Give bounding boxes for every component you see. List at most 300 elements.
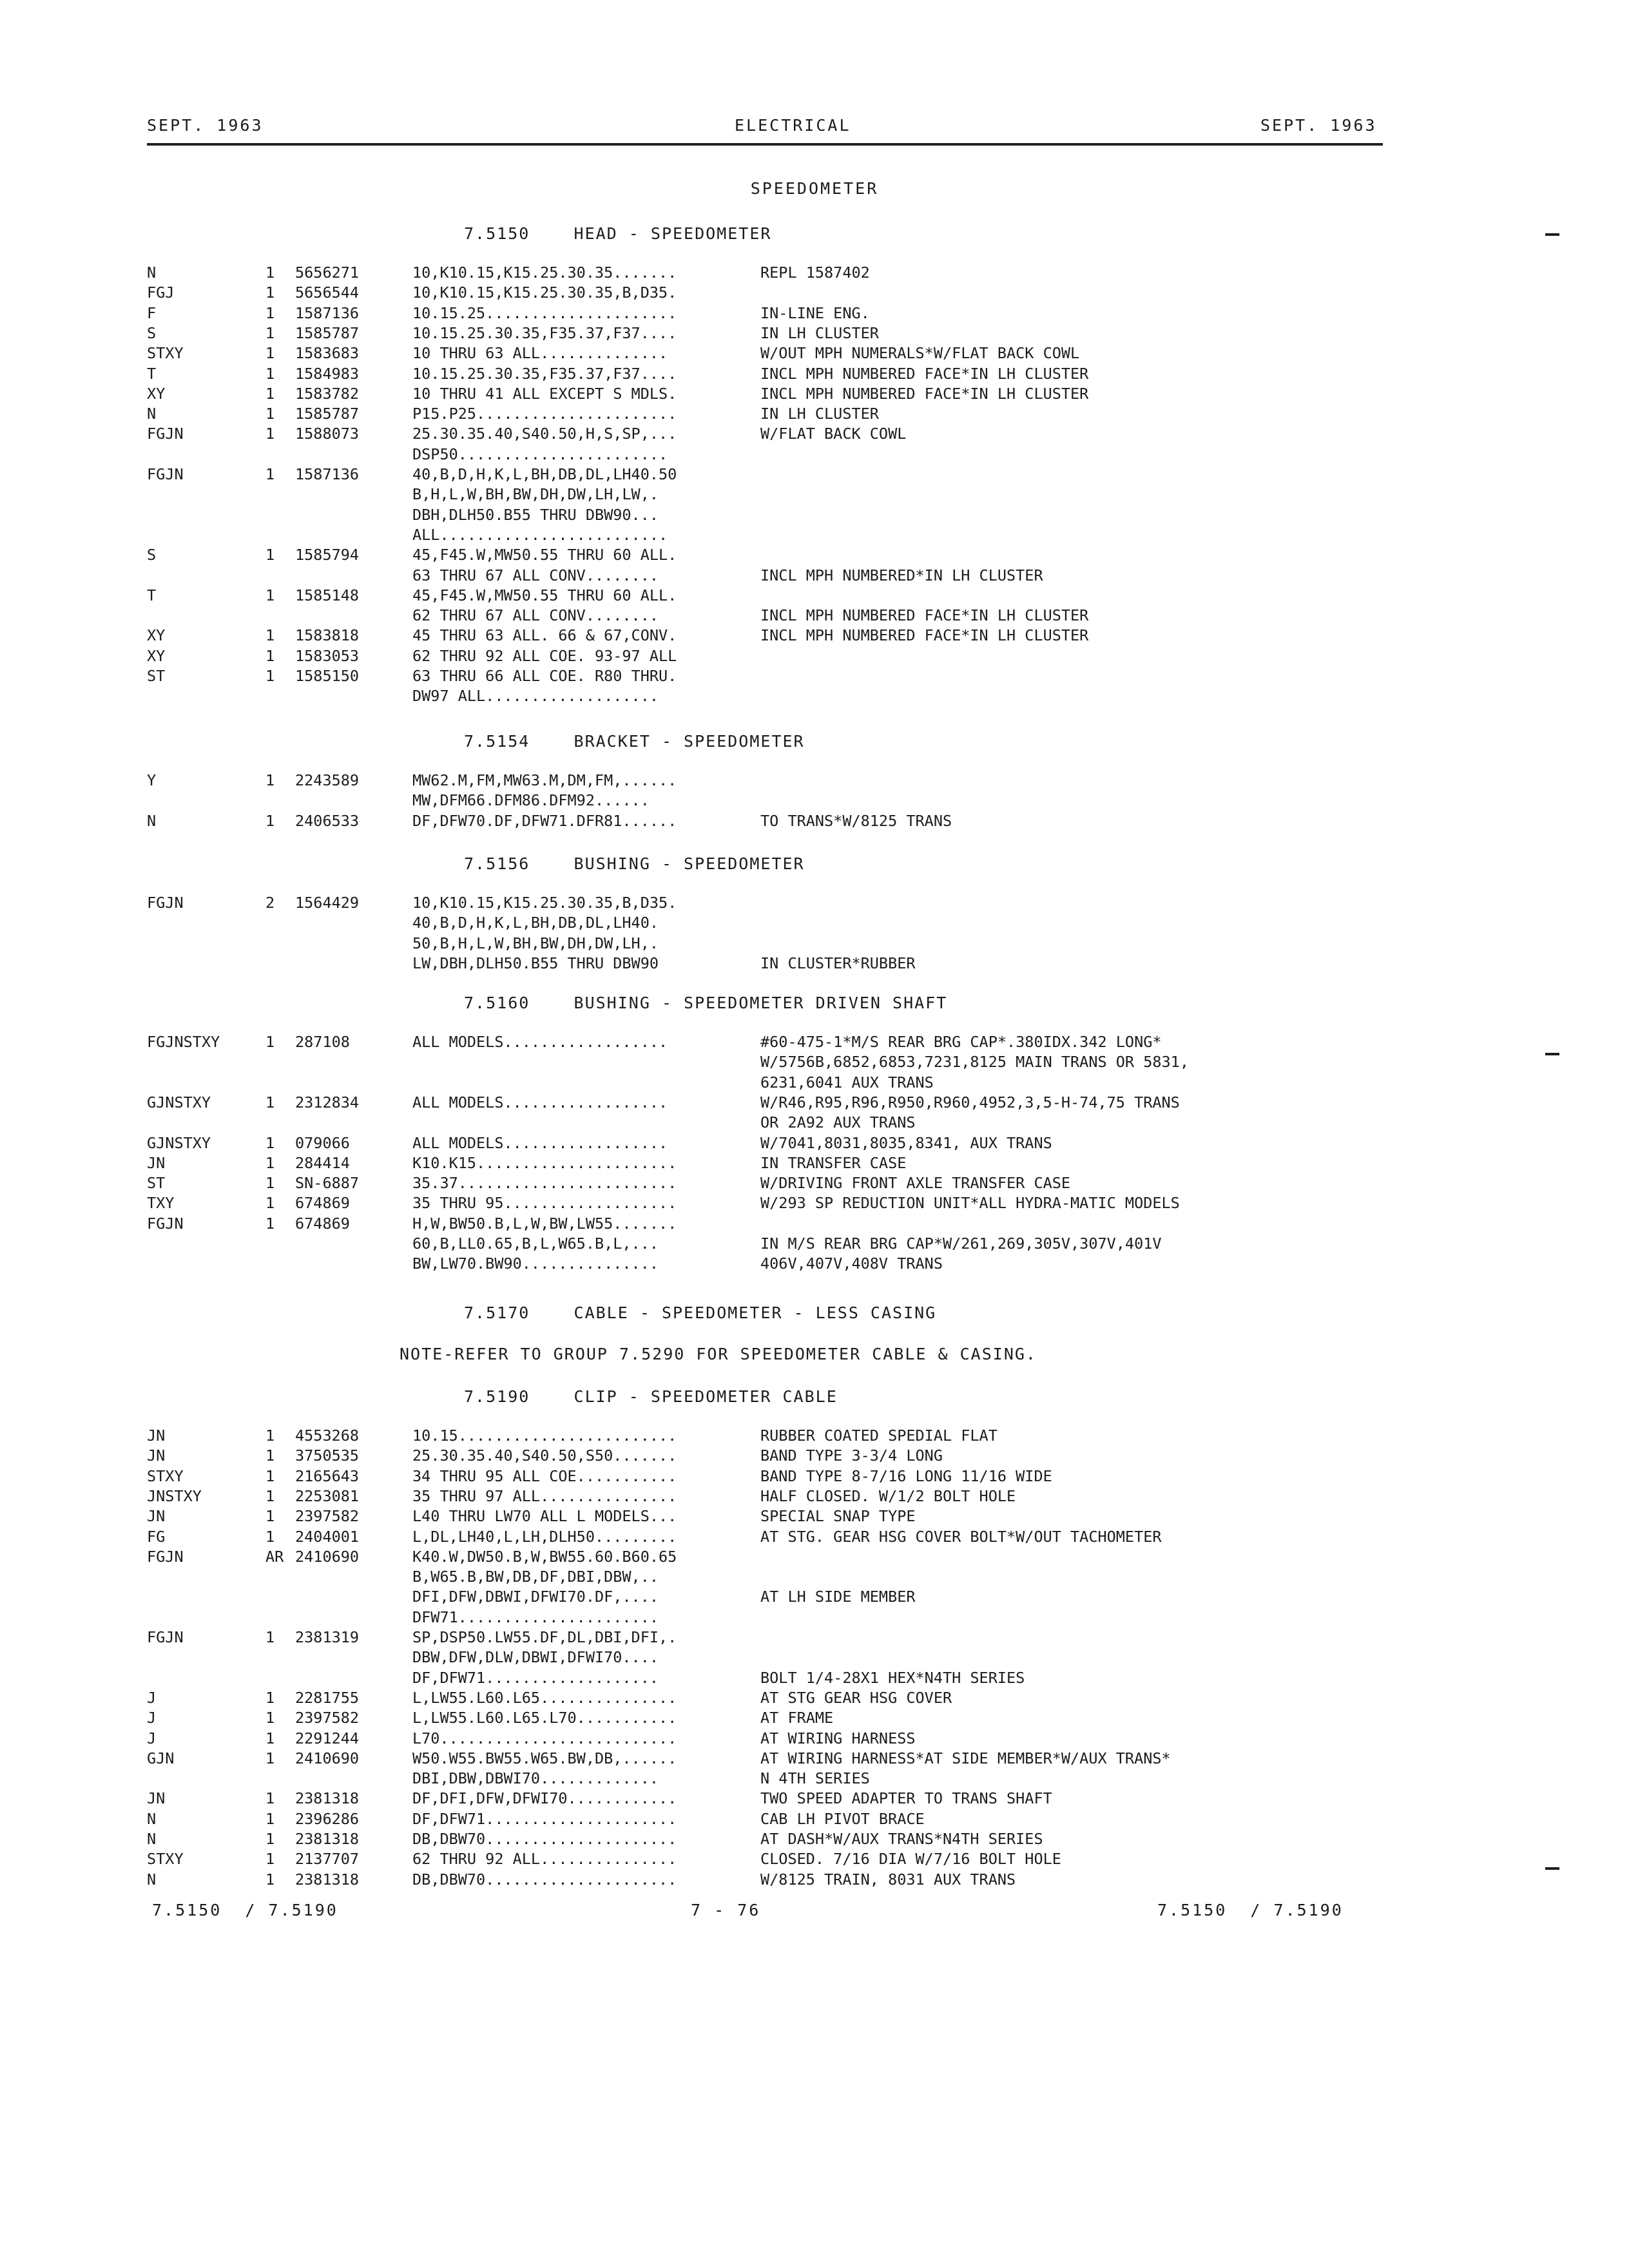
cell-qty: 1 [265, 1628, 275, 1646]
cell-desc: 40,B,D,H,K,L,BH,DB,DL,LH40. [412, 914, 659, 932]
table-row [0, 1153, 1629, 1173]
cell-note: W/OUT MPH NUMERALS*W/FLAT BACK COWL [760, 344, 1080, 363]
table-row [0, 1729, 1629, 1749]
cell-qty: 1 [265, 1093, 275, 1111]
cell-codes: N [147, 1830, 157, 1848]
cell-note: 406V,407V,408V TRANS [760, 1254, 943, 1273]
table-row [0, 1466, 1629, 1486]
table-row [0, 1234, 1629, 1254]
cell-part: 674869 [295, 1214, 350, 1233]
cell-note: #60-475-1*M/S REAR BRG CAP*.380IDX.342 LONG* [760, 1033, 1162, 1051]
cell-codes: TXY [147, 1194, 175, 1213]
table-row [0, 404, 1629, 424]
cell-qty: 1 [265, 1850, 275, 1869]
cell-note: INCL MPH NUMBERED FACE*IN LH CLUSTER [760, 384, 1089, 403]
cell-codes: STXY [147, 1466, 184, 1485]
cell-desc: 10 THRU 63 ALL.............. [412, 344, 668, 363]
table-row [0, 646, 1629, 666]
cell-desc: 10,K10.15,K15.25.30.35,B,D35. [412, 284, 677, 302]
cell-codes: XY [147, 646, 166, 665]
cell-part: 2406533 [295, 811, 360, 830]
table-row [0, 1547, 1629, 1567]
cell-qty: 2 [265, 894, 275, 912]
cell-desc: 35 THRU 95................... [412, 1194, 677, 1213]
cell-desc: MW,DFM66.DFM86.DFM92...... [412, 791, 650, 810]
cell-note: BAND TYPE 8-7/16 LONG 11/16 WIDE [760, 1466, 1052, 1485]
cell-desc: 45,F45.W,MW50.55 THRU 60 ALL. [412, 546, 677, 564]
cell-qty: 1 [265, 323, 275, 342]
section-heading [464, 732, 805, 751]
cell-qty: 1 [265, 1214, 275, 1233]
cell-part: 1583053 [295, 646, 360, 665]
cell-note: AT WIRING HARNESS*AT SIDE MEMBER*W/AUX TRANS* [760, 1749, 1171, 1767]
cell-desc: W50.W55.BW55.W65.BW,DB,...... [412, 1749, 677, 1767]
table-row [0, 303, 1629, 323]
cell-desc: L,LW55.L60.L65............... [412, 1688, 677, 1707]
cell-desc: DW97 ALL................... [412, 687, 659, 706]
cell-note: INCL MPH NUMBERED FACE*IN LH CLUSTER [760, 364, 1089, 383]
margin-mark [1545, 1053, 1559, 1055]
cell-desc: 50,B,H,L,W,BH,BW,DH,DW,LH,. [412, 934, 659, 952]
cell-qty: 1 [265, 546, 275, 564]
section-title: CABLE - SPEEDOMETER - LESS CASING [574, 1303, 937, 1322]
cell-qty: 1 [265, 284, 275, 302]
cell-desc: DF,DFW71................... [412, 1668, 659, 1687]
cell-note: AT LH SIDE MEMBER [760, 1588, 916, 1606]
cell-part: 2312834 [295, 1093, 360, 1111]
cell-codes: J [147, 1729, 157, 1747]
table-row [0, 686, 1629, 706]
table-row [0, 1506, 1629, 1526]
cell-part: 2281755 [295, 1688, 360, 1707]
table-row [0, 1608, 1629, 1628]
footer-right-range: 7.5150 / 7.5190 [1157, 1901, 1344, 1919]
cell-part: 2165643 [295, 1466, 360, 1485]
cell-qty: 1 [265, 1194, 275, 1213]
cell-part: 1585794 [295, 546, 360, 564]
header-rule [147, 143, 1383, 146]
cell-note: N 4TH SERIES [760, 1769, 870, 1788]
cell-part: 287108 [295, 1033, 350, 1051]
cell-note: W/DRIVING FRONT AXLE TRANSFER CASE [760, 1174, 1071, 1193]
cell-qty: 1 [265, 1507, 275, 1526]
section-gap [530, 224, 574, 243]
table-row [0, 364, 1629, 384]
table-row [0, 1032, 1629, 1052]
table-row [0, 1688, 1629, 1708]
cell-codes: ST [147, 667, 166, 685]
cell-codes: ST [147, 1174, 166, 1193]
cell-desc: 63 THRU 66 ALL COE. R80 THRU. [412, 667, 677, 685]
cell-desc: 25.30.35.40,S40.50,H,S,SP,... [412, 425, 677, 443]
margin-mark [1545, 233, 1559, 236]
cell-part: 2243589 [295, 771, 360, 789]
table-row [0, 1446, 1629, 1466]
table-row [0, 1113, 1629, 1133]
table-row [0, 1870, 1629, 1890]
cell-codes: FGJN [147, 894, 184, 912]
cell-codes: JNSTXY [147, 1486, 202, 1505]
cell-part: 4553268 [295, 1427, 360, 1445]
cell-desc: B,H,L,W,BH,BW,DH,DW,LH,LW,. [412, 485, 659, 504]
table-row [0, 1093, 1629, 1113]
section-title: BRACKET - SPEEDOMETER [574, 732, 805, 751]
cell-desc: K10.K15...................... [412, 1153, 677, 1172]
cell-codes: Y [147, 771, 157, 789]
table-row [0, 893, 1629, 913]
cell-qty: 1 [265, 1174, 275, 1193]
cell-desc: L40 THRU LW70 ALL L MODELS... [412, 1507, 677, 1526]
cell-part: 2397582 [295, 1709, 360, 1727]
cell-codes: FGJN [147, 1547, 184, 1566]
cell-part: 1585150 [295, 667, 360, 685]
cell-part: SN-6887 [295, 1174, 360, 1193]
cell-desc: L,DL,LH40,L,LH,DLH50......... [412, 1527, 677, 1546]
section-title: BUSHING - SPEEDOMETER [574, 854, 805, 873]
cell-desc: B,W65.B,BW,DB,DF,DBI,DBW,.. [412, 1568, 659, 1586]
table-row [0, 954, 1629, 974]
table-row [0, 771, 1629, 791]
table-row [0, 626, 1629, 646]
cell-part: 1583782 [295, 384, 360, 403]
cell-qty: 1 [265, 405, 275, 423]
cell-note: TO TRANS*W/8125 TRANS [760, 811, 952, 830]
cell-part: 1564429 [295, 894, 360, 912]
cell-qty: 1 [265, 384, 275, 403]
cell-desc: DF,DFW71..................... [412, 1809, 677, 1828]
cell-desc: 45,F45.W,MW50.55 THRU 60 ALL. [412, 586, 677, 604]
cell-desc: DF,DFI,DFW,DFWI70............ [412, 1789, 677, 1808]
table-row [0, 505, 1629, 525]
table-row [0, 424, 1629, 444]
cell-codes: XY [147, 626, 166, 645]
cell-codes: JN [147, 1427, 166, 1445]
header-right-date: SEPT. 1963 [1260, 116, 1377, 135]
cell-note: IN M/S REAR BRG CAP*W/261,269,305V,307V,401V [760, 1235, 1162, 1253]
section-heading [464, 854, 805, 873]
cell-codes: JN [147, 1153, 166, 1172]
cell-desc: LW,DBH,DLH50.B55 THRU DBW90 [412, 954, 659, 972]
table-row [0, 1668, 1629, 1688]
cell-note: HALF CLOSED. W/1/2 BOLT HOLE [760, 1486, 1016, 1505]
cell-note: W/8125 TRAIN, 8031 AUX TRANS [760, 1870, 1016, 1888]
table-row [0, 1829, 1629, 1849]
cell-codes: N [147, 405, 157, 423]
cell-qty: 1 [265, 425, 275, 443]
cell-codes: FG [147, 1527, 166, 1546]
cell-codes: FGJN [147, 1628, 184, 1646]
cell-desc: 35.37........................ [412, 1174, 677, 1193]
cell-desc: DB,DBW70..................... [412, 1870, 677, 1888]
cell-part: 1587136 [295, 303, 360, 322]
cell-note: W/5756B,6852,6853,7231,8125 MAIN TRANS OR 5831, [760, 1053, 1189, 1072]
cell-qty: 1 [265, 667, 275, 685]
cell-part: 2404001 [295, 1527, 360, 1546]
table-row [0, 283, 1629, 303]
cell-codes: STXY [147, 1850, 184, 1869]
cell-part: 5656271 [295, 264, 360, 282]
cell-note: INCL MPH NUMBERED FACE*IN LH CLUSTER [760, 626, 1089, 645]
cell-codes: N [147, 1870, 157, 1888]
cell-note: W/R46,R95,R96,R950,R960,4952,3,5-H-74,75 TRANS [760, 1093, 1180, 1111]
cell-desc: 10,K10.15,K15.25.30.35,B,D35. [412, 894, 677, 912]
cell-codes: JN [147, 1446, 166, 1465]
section-gap [530, 732, 574, 751]
cell-part: 2381318 [295, 1789, 360, 1808]
table-row [0, 934, 1629, 954]
cell-note: W/7041,8031,8035,8341, AUX TRANS [760, 1133, 1052, 1152]
section-title: CLIP - SPEEDOMETER CABLE [574, 1387, 838, 1406]
cell-codes: GJN [147, 1749, 175, 1767]
cell-qty: 1 [265, 344, 275, 363]
cell-part: 1587136 [295, 465, 360, 483]
cell-note: IN LH CLUSTER [760, 323, 879, 342]
cell-desc: DBH,DLH50.B55 THRU DBW90... [412, 505, 659, 524]
cell-desc: DFW71...................... [412, 1608, 659, 1626]
cell-desc: DSP50....................... [412, 445, 668, 463]
cell-qty: AR [265, 1547, 284, 1566]
cell-desc: P15.P25...................... [412, 405, 677, 423]
cell-part: 2397582 [295, 1507, 360, 1526]
cell-part: 284414 [295, 1153, 350, 1172]
cell-part: 2381318 [295, 1870, 360, 1888]
cell-note: AT STG GEAR HSG COVER [760, 1688, 952, 1707]
table-row [0, 485, 1629, 505]
cell-qty: 1 [265, 811, 275, 830]
cell-desc: 10.15.25..................... [412, 303, 677, 322]
cell-codes: T [147, 586, 157, 604]
cell-qty: 1 [265, 1709, 275, 1727]
cell-qty: 1 [265, 1466, 275, 1485]
cell-codes: T [147, 364, 157, 383]
section-number: 7.5156 [464, 854, 530, 873]
cell-note: W/293 SP REDUCTION UNIT*ALL HYDRA-MATIC MODELS [760, 1194, 1180, 1213]
table-row [0, 1193, 1629, 1213]
cell-note: BOLT 1/4-28X1 HEX*N4TH SERIES [760, 1668, 1025, 1687]
cell-desc: ALL......................... [412, 525, 668, 544]
table-row [0, 384, 1629, 404]
section-number: 7.5170 [464, 1303, 530, 1322]
cell-note: OR 2A92 AUX TRANS [760, 1113, 916, 1132]
table-row [0, 1426, 1629, 1446]
table-row [0, 1587, 1629, 1607]
cell-desc: 62 THRU 92 ALL COE. 93-97 ALL [412, 646, 677, 665]
header-left-date: SEPT. 1963 [147, 116, 264, 135]
cell-codes: N [147, 811, 157, 830]
cell-codes: F [147, 303, 157, 322]
cell-codes: J [147, 1709, 157, 1727]
cell-desc: 45 THRU 63 ALL. 66 & 67,CONV. [412, 626, 677, 645]
table-row [0, 1628, 1629, 1648]
cell-part: 2396286 [295, 1809, 360, 1828]
cell-desc: 25.30.35.40,S40.50,S50....... [412, 1446, 677, 1465]
table-row [0, 811, 1629, 831]
cell-note: 6231,6041 AUX TRANS [760, 1073, 934, 1091]
cell-codes: FGJN [147, 465, 184, 483]
cell-codes: FGJN [147, 1214, 184, 1233]
cell-part: 1585787 [295, 323, 360, 342]
cell-qty: 1 [265, 264, 275, 282]
table-row [0, 343, 1629, 363]
cell-qty: 1 [265, 1729, 275, 1747]
page-title: SPEEDOMETER [750, 179, 879, 198]
cell-note: INCL MPH NUMBERED FACE*IN LH CLUSTER [760, 606, 1089, 625]
cell-part: 3750535 [295, 1446, 360, 1465]
cell-desc: 10.15........................ [412, 1427, 677, 1445]
table-row [0, 323, 1629, 343]
cell-qty: 1 [265, 303, 275, 322]
cell-desc: L70.......................... [412, 1729, 677, 1747]
cell-qty: 1 [265, 586, 275, 604]
section-heading [464, 1303, 936, 1322]
cell-codes: JN [147, 1789, 166, 1808]
cell-part: 2253081 [295, 1486, 360, 1505]
cell-note: AT FRAME [760, 1709, 834, 1727]
cell-codes: J [147, 1688, 157, 1707]
section-gap [530, 854, 574, 873]
cell-qty: 1 [265, 1133, 275, 1152]
cell-qty: 1 [265, 626, 275, 645]
cell-qty: 1 [265, 1789, 275, 1808]
section-number: 7.5160 [464, 994, 530, 1012]
table-row [0, 1769, 1629, 1789]
cell-note: IN TRANSFER CASE [760, 1153, 907, 1172]
cell-codes: XY [147, 384, 166, 403]
table-row [0, 1708, 1629, 1728]
margin-mark [1545, 1867, 1559, 1870]
cell-note: RUBBER COATED SPEDIAL FLAT [760, 1427, 998, 1445]
cell-note: CLOSED. 7/16 DIA W/7/16 BOLT HOLE [760, 1850, 1061, 1869]
cell-codes: FGJNSTXY [147, 1033, 220, 1051]
cell-note: AT STG. GEAR HSG COVER BOLT*W/OUT TACHOMETER [760, 1527, 1162, 1546]
cell-desc: 60,B,LL0.65,B,L,W65.B,L,... [412, 1235, 659, 1253]
cell-qty: 1 [265, 465, 275, 483]
cell-desc: DBW,DFW,DLW,DBWI,DFWI70.... [412, 1648, 659, 1667]
cell-part: 1585787 [295, 405, 360, 423]
cell-desc: DFI,DFW,DBWI,DFWI70.DF,.... [412, 1588, 659, 1606]
cell-desc: 10 THRU 41 ALL EXCEPT S MDLS. [412, 384, 677, 403]
section-note: NOTE-REFER TO GROUP 7.5290 FOR SPEEDOMETER CABLE & CASING. [400, 1345, 1037, 1363]
table-row [0, 1052, 1629, 1072]
cell-desc: H,W,BW50.B,L,W,BW,LW55....... [412, 1214, 677, 1233]
table-row [0, 606, 1629, 626]
cell-codes: JN [147, 1507, 166, 1526]
cell-part: 5656544 [295, 284, 360, 302]
cell-codes: N [147, 264, 157, 282]
table-row [0, 445, 1629, 465]
table-row [0, 1173, 1629, 1193]
cell-desc: K40.W,DW50.B,W,BW55.60.B60.65 [412, 1547, 677, 1566]
cell-note: W/FLAT BACK COWL [760, 425, 907, 443]
table-row [0, 545, 1629, 565]
table-row [0, 1133, 1629, 1153]
cell-desc: ALL MODELS.................. [412, 1093, 668, 1111]
cell-desc: 35 THRU 97 ALL............... [412, 1486, 677, 1505]
table-row [0, 1648, 1629, 1667]
cell-desc: DF,DFW70.DF,DFW71.DFR81...... [412, 811, 677, 830]
cell-note: INCL MPH NUMBERED*IN LH CLUSTER [760, 566, 1043, 584]
table-row [0, 913, 1629, 933]
cell-part: 674869 [295, 1194, 350, 1213]
cell-desc: 10,K10.15,K15.25.30.35....... [412, 264, 677, 282]
cell-codes: GJNSTXY [147, 1133, 211, 1152]
cell-qty: 1 [265, 364, 275, 383]
section-gap [530, 1303, 574, 1322]
cell-qty: 1 [265, 1870, 275, 1888]
cell-desc: ALL MODELS.................. [412, 1133, 668, 1152]
cell-part: 2381318 [295, 1830, 360, 1848]
cell-desc: 63 THRU 67 ALL CONV........ [412, 566, 659, 584]
cell-part: 2410690 [295, 1749, 360, 1767]
section-number: 7.5190 [464, 1387, 530, 1406]
cell-part: 1588073 [295, 425, 360, 443]
table-row [0, 263, 1629, 283]
cell-part: 1584983 [295, 364, 360, 383]
cell-qty: 1 [265, 646, 275, 665]
cell-note: IN-LINE ENG. [760, 303, 870, 322]
cell-note: AT DASH*W/AUX TRANS*N4TH SERIES [760, 1830, 1043, 1848]
table-row [0, 1073, 1629, 1093]
cell-desc: DBI,DBW,DBWI70............. [412, 1769, 659, 1788]
cell-codes: S [147, 323, 157, 342]
table-row [0, 1254, 1629, 1274]
cell-note: REPL 1587402 [760, 264, 870, 282]
cell-note: TWO SPEED ADAPTER TO TRANS SHAFT [760, 1789, 1052, 1808]
cell-codes: FGJN [147, 425, 184, 443]
cell-qty: 1 [265, 1527, 275, 1546]
cell-desc: ALL MODELS.................. [412, 1033, 668, 1051]
section-title: HEAD - SPEEDOMETER [574, 224, 772, 243]
cell-qty: 1 [265, 771, 275, 789]
table-row [0, 791, 1629, 811]
cell-qty: 1 [265, 1830, 275, 1848]
cell-note: AT WIRING HARNESS [760, 1729, 916, 1747]
section-number: 7.5150 [464, 224, 530, 243]
cell-note: SPECIAL SNAP TYPE [760, 1507, 916, 1526]
footer-page-number: 7 - 76 [691, 1901, 761, 1919]
table-row [0, 586, 1629, 606]
table-row [0, 1809, 1629, 1829]
table-row [0, 1527, 1629, 1547]
cell-note: IN CLUSTER*RUBBER [760, 954, 916, 972]
table-row [0, 1486, 1629, 1506]
cell-qty: 1 [265, 1033, 275, 1051]
table-row [0, 525, 1629, 545]
section-number: 7.5154 [464, 732, 530, 751]
cell-desc: MW62.M,FM,MW63.M,DM,FM,...... [412, 771, 677, 789]
cell-part: 1583683 [295, 344, 360, 363]
cell-codes: N [147, 1809, 157, 1828]
cell-note: BAND TYPE 3-3/4 LONG [760, 1446, 943, 1465]
cell-part: 2291244 [295, 1729, 360, 1747]
cell-desc: DB,DBW70..................... [412, 1830, 677, 1848]
cell-desc: 10.15.25.30.35,F35.37,F37.... [412, 323, 677, 342]
cell-codes: S [147, 546, 157, 564]
cell-qty: 1 [265, 1749, 275, 1767]
cell-qty: 1 [265, 1486, 275, 1505]
section-title: BUSHING - SPEEDOMETER DRIVEN SHAFT [574, 994, 948, 1012]
cell-desc: 10.15.25.30.35,F35.37,F37.... [412, 364, 677, 383]
cell-part: 079066 [295, 1133, 350, 1152]
cell-desc: 40,B,D,H,K,L,BH,DB,DL,LH40.50 [412, 465, 677, 483]
cell-desc: 62 THRU 67 ALL CONV........ [412, 606, 659, 625]
cell-desc: L,LW55.L60.L65.L70........... [412, 1709, 677, 1727]
table-row [0, 1214, 1629, 1234]
cell-qty: 1 [265, 1446, 275, 1465]
section-gap [530, 994, 574, 1012]
cell-desc: SP,DSP50.LW55.DF,DL,DBI,DFI,. [412, 1628, 677, 1646]
cell-part: 2137707 [295, 1850, 360, 1869]
